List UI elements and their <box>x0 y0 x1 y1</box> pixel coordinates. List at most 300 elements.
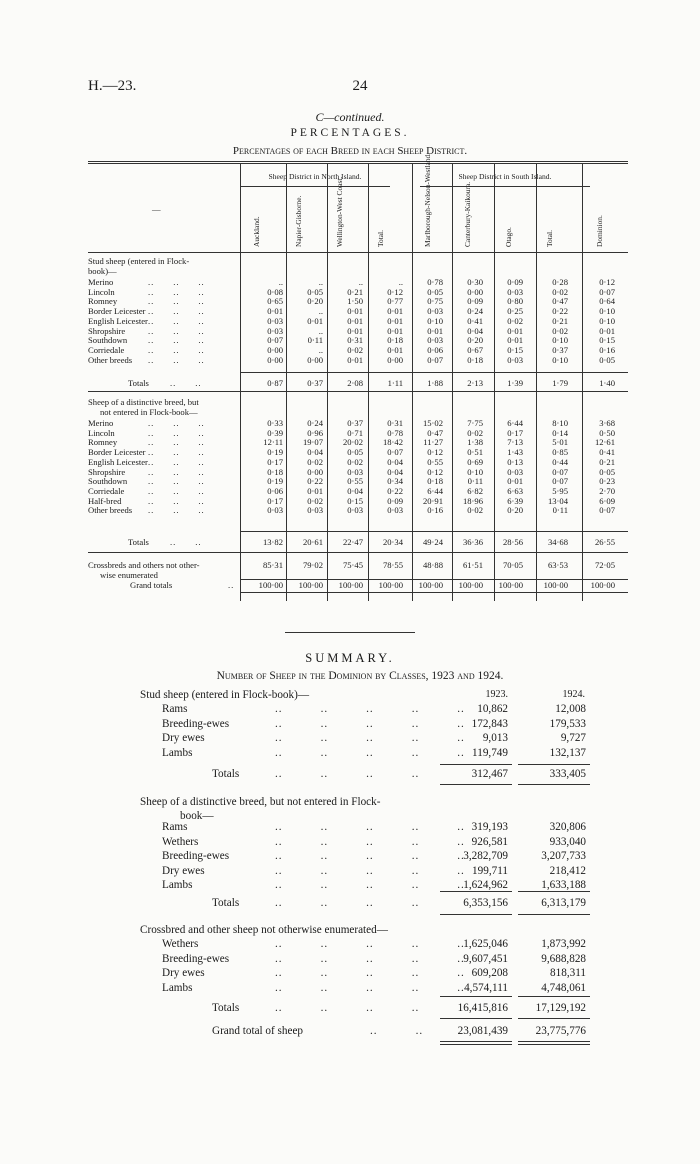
leader-dots: .. .. .. <box>148 437 205 448</box>
table-cell: 0·03 <box>427 335 443 346</box>
table-cell: 0·03 <box>267 325 283 336</box>
row-label: Crossbreds and others not other- <box>88 560 200 570</box>
table-cell: 22·47 <box>342 537 363 547</box>
leader-dots: .. .. .. .. .. <box>275 746 465 759</box>
leader-dots: .. .. .. .. .. <box>275 981 465 994</box>
table-cell: 0·05 <box>599 466 615 477</box>
row-label: Border Leicester <box>88 306 146 317</box>
table-row <box>88 505 628 516</box>
table-cell: 6·63 <box>507 485 523 496</box>
table-cell: 0·04 <box>387 466 403 477</box>
row-label: Half-bred <box>88 495 122 506</box>
table-cell: 0·18 <box>387 335 403 346</box>
leader-dots: .. .. <box>170 378 202 388</box>
leader-dots: .. .. .. .. <box>275 897 420 909</box>
stud-total-under-1924 <box>518 784 590 785</box>
value-1923: 312,467 <box>471 768 508 780</box>
column-header: Napier-Gisborne. <box>294 195 303 247</box>
table-cell: 75·45 <box>342 560 363 570</box>
table-cell: 0·85 <box>552 447 568 458</box>
column-header: Dominion. <box>595 215 604 247</box>
value-1923: 609,208 <box>471 967 508 979</box>
summary-stud-totals <box>140 767 600 781</box>
table-cell: 0·41 <box>599 447 615 458</box>
table-cell: 0·10 <box>599 306 615 317</box>
table-cell: 0·31 <box>387 418 403 428</box>
table-cell: 0·07 <box>387 447 403 458</box>
value-1924: 23,775,776 <box>535 1025 586 1037</box>
table-cell: 0·00 <box>307 354 323 365</box>
cross-sum-rule-1923 <box>440 996 512 997</box>
table-cell: 0·50 <box>599 427 615 438</box>
column-header: Wellington-West Coast. <box>335 176 344 247</box>
table-cell: 13·04 <box>547 495 568 506</box>
table-cell: 70·05 <box>502 560 523 570</box>
dist-total-under-1924 <box>518 914 590 915</box>
value-1923: 1,624,962 <box>463 879 508 891</box>
table-cell: 0·06 <box>427 344 443 355</box>
table-cell: 0·01 <box>267 306 283 317</box>
leader-dots: .. .. .. .. .. <box>275 821 465 833</box>
value-1924: 333,405 <box>549 768 586 780</box>
grand-under-2-1924 <box>518 1044 590 1045</box>
value-1924: 179,533 <box>549 717 586 730</box>
row-label: Other breeds <box>88 354 133 365</box>
summary-row <box>140 981 600 995</box>
leader-dots: .. .. .. <box>148 325 205 336</box>
summary-label: Totals <box>212 1002 240 1014</box>
table-cell: 0·22 <box>307 476 323 487</box>
table-cell: 85·31 <box>262 560 283 570</box>
table-cell: 0·55 <box>347 476 363 487</box>
summary-label: Breeding-ewes <box>162 952 230 965</box>
table-cell: 0·10 <box>552 354 568 365</box>
row-label: Sheep of a distinctive breed, but <box>88 397 199 407</box>
dist-sum-rule-1924 <box>518 891 590 892</box>
table-cell: 7·75 <box>467 418 483 428</box>
value-1923: 119,749 <box>472 746 508 759</box>
value-1924: 9,727 <box>560 732 586 744</box>
table-cell: 0·02 <box>347 344 363 355</box>
table-cell: 100·00 <box>298 580 323 590</box>
table-cell: .. <box>398 277 403 287</box>
south-group-rule <box>420 186 590 187</box>
table-cell: 0·05 <box>599 354 615 365</box>
value-1923: 16,415,816 <box>457 1002 508 1014</box>
stud-totals-rule <box>240 372 628 373</box>
table-cell: 0·41 <box>467 315 483 326</box>
table-cell: .. <box>358 277 363 287</box>
table-cell: 0·20 <box>307 296 323 307</box>
summary-label: Sheep of a distinctive breed, but not entered in Flock- <box>140 796 381 808</box>
table-cell: 0·04 <box>307 447 323 458</box>
table-cell: 0·07 <box>599 286 615 297</box>
table-cell: 0·17 <box>507 427 523 438</box>
leader-dots: .. .. <box>370 1025 424 1037</box>
table-cell: 8·10 <box>552 418 568 428</box>
stud-section-rule-stub <box>88 391 240 392</box>
table-cell: .. <box>318 325 323 336</box>
value-1924: 4,748,061 <box>541 981 586 994</box>
table-cell: 0·11 <box>552 505 568 516</box>
table-cell: 0·03 <box>507 286 523 297</box>
table-cell: 0·00 <box>467 286 483 297</box>
table-cell: 0·12 <box>427 466 443 477</box>
summary-label: Rams <box>162 703 188 715</box>
leader-dots: .. <box>228 580 235 590</box>
table-cell: 0·05 <box>427 286 443 297</box>
table-cell: 0·15 <box>347 495 363 506</box>
table-cell: 0·00 <box>387 354 403 365</box>
leader-dots: .. .. .. <box>148 277 205 287</box>
table-cell: 100·00 <box>338 580 363 590</box>
section-divider <box>285 632 415 633</box>
leader-dots: .. .. .. <box>148 485 205 496</box>
table-cell: 19·07 <box>302 437 323 448</box>
column-header: Total. <box>545 230 554 247</box>
table-cell: 0·08 <box>267 286 283 297</box>
table-cell: 0·16 <box>599 344 615 355</box>
grand-under-1-1924 <box>518 1041 590 1042</box>
table-cell: 0·69 <box>467 456 483 467</box>
leader-dots: .. .. .. <box>148 505 205 516</box>
year-1924-header: 1924. <box>562 689 585 700</box>
table-cell: 2·13 <box>467 378 483 388</box>
value-1923: 172,843 <box>471 717 508 730</box>
summary-subtitle: Number of Sheep in the Dominion by Classes, 1923 and 1924. <box>216 670 504 682</box>
value-1924: 218,412 <box>549 864 586 877</box>
table-cell: 0·78 <box>387 427 403 438</box>
table-cell: 0·80 <box>507 296 523 307</box>
table-cell: 0·01 <box>347 315 363 326</box>
stud-heading-cont <box>88 266 628 277</box>
table-cell: 0·01 <box>599 325 615 336</box>
table-cell: 1·39 <box>507 378 523 388</box>
table-cell: 0·11 <box>467 476 483 487</box>
table-cell: 0·02 <box>552 325 568 336</box>
table-cell: 0·20 <box>507 505 523 516</box>
table-cell: 0·24 <box>307 418 323 428</box>
value-1924: 3,207,733 <box>541 850 586 862</box>
north-island-group: Sheep District in North Island. <box>268 172 362 181</box>
table-cell: 5·01 <box>552 437 568 448</box>
table-cell: 1·38 <box>467 437 483 448</box>
summary-label: Lambs <box>162 981 193 994</box>
table-cell: 15·02 <box>422 418 443 428</box>
table-cell: 79·02 <box>302 560 323 570</box>
summary-row <box>140 835 600 849</box>
summary-row <box>140 952 600 966</box>
table-cell: 20·91 <box>422 495 443 506</box>
column-header: Total. <box>376 230 385 247</box>
table-cell: 1·11 <box>387 378 403 388</box>
row-label: English Leicester <box>88 456 148 467</box>
table-cell: 6·44 <box>427 485 443 496</box>
value-1923: 3,282,709 <box>463 850 508 862</box>
percentages-subtitle: Percentages of each Breed in each Sheep District. <box>232 145 468 157</box>
dist-total-under-1923 <box>440 914 512 915</box>
value-1924: 1,633,188 <box>541 879 586 891</box>
summary-distinctive-totals <box>140 896 600 910</box>
value-1923: 23,081,439 <box>457 1025 508 1037</box>
table-cell: 0·11 <box>307 335 323 346</box>
stud-total-under-1923 <box>440 784 512 785</box>
summary-row <box>140 746 600 760</box>
table-cell: 0·03 <box>267 505 283 516</box>
table-cell: 100·00 <box>418 580 443 590</box>
grand-top-rule <box>240 579 628 580</box>
table-cell: 0·01 <box>347 354 363 365</box>
leader-dots: .. .. .. <box>148 447 205 458</box>
leader-dots: .. .. .. .. .. <box>275 717 465 730</box>
table-top-rule-2 <box>88 163 628 164</box>
table-cell: 0·34 <box>387 476 403 487</box>
summary-row <box>140 820 600 834</box>
column-header: Auckland. <box>252 216 261 247</box>
leader-dots: .. .. .. <box>148 466 205 477</box>
summary-row <box>140 717 600 731</box>
table-cell: 0·03 <box>507 354 523 365</box>
table-cell: 0·01 <box>507 325 523 336</box>
table-cell: 0·09 <box>507 277 523 287</box>
table-cell: 0·20 <box>467 335 483 346</box>
table-cell: 6·09 <box>599 495 615 506</box>
table-cell: 0·18 <box>467 354 483 365</box>
table-row <box>88 355 628 366</box>
table-cell: 0·12 <box>599 277 615 287</box>
table-cell: 0·01 <box>387 344 403 355</box>
table-cell: 0·37 <box>347 418 363 428</box>
table-cell: 0·22 <box>552 306 568 317</box>
leader-dots: .. .. .. <box>148 495 205 506</box>
table-cell: 0·87 <box>267 378 283 388</box>
table-cell: 6·82 <box>467 485 483 496</box>
table-cell: 0·21 <box>599 456 615 467</box>
value-1923: 4,574,111 <box>464 981 508 994</box>
leader-dots: .. .. .. <box>148 315 205 326</box>
table-cell: 0·02 <box>467 427 483 438</box>
summary-label: Grand total of sheep <box>212 1025 304 1037</box>
dist-sum-rule-1923 <box>440 891 512 892</box>
leader-dots: .. .. .. .. .. <box>275 835 465 848</box>
row-label: Grand totals <box>130 580 173 590</box>
table-cell: 0·65 <box>267 296 283 307</box>
table-cell: 0·33 <box>267 418 283 428</box>
column-header: Otago. <box>504 227 513 247</box>
row-label: not entered in Flock-book— <box>100 407 198 417</box>
table-cell: 0·03 <box>507 466 523 477</box>
row-label: Romney <box>88 296 118 307</box>
cross-sum-rule-1924 <box>518 996 590 997</box>
table-cell: 63·53 <box>547 560 568 570</box>
row-label: Lincoln <box>88 427 115 438</box>
summary-label: Crossbred and other sheep not otherwise enumerated— <box>140 924 388 936</box>
page-reference: H.—23. <box>88 78 137 94</box>
row-label: Border Leicester <box>88 447 146 458</box>
summary-label: Lambs <box>162 879 193 891</box>
value-1924: 818,311 <box>550 967 586 979</box>
value-1923: 926,581 <box>471 835 508 848</box>
leader-dots: .. .. .. <box>148 296 205 307</box>
summary-label: Stud sheep (entered in Flock-book)— <box>140 689 310 701</box>
table-cell: 0·01 <box>347 325 363 336</box>
table-cell: 0·67 <box>467 344 483 355</box>
table-cell: 0·02 <box>552 286 568 297</box>
table-cell: 0·18 <box>267 466 283 477</box>
summary-label: Wethers <box>162 835 199 848</box>
table-cell: 61·51 <box>462 560 483 570</box>
table-cell: 0·01 <box>347 306 363 317</box>
leader-dots: .. .. .. <box>148 354 205 365</box>
table-cell: 0·10 <box>552 335 568 346</box>
row-label: Other breeds <box>88 505 133 516</box>
table-cell: 100·00 <box>498 580 523 590</box>
value-1924: 132,137 <box>549 746 586 759</box>
value-1924: 6,313,179 <box>541 897 586 909</box>
leader-dots: .. .. .. .. .. <box>275 850 465 862</box>
row-label: Lincoln <box>88 286 115 297</box>
table-cell: 100·00 <box>378 580 403 590</box>
row-label: Stud sheep (entered in Flock- <box>88 256 190 266</box>
row-label: Totals <box>128 378 149 388</box>
table-cell: 0·00 <box>307 466 323 477</box>
row-label: wise enumerated <box>100 570 158 580</box>
distinctive-heading-cont <box>88 407 628 418</box>
leader-dots: .. .. .. <box>148 456 205 467</box>
summary-label: Rams <box>162 821 188 833</box>
table-cell: 0·47 <box>427 427 443 438</box>
table-cell: 0·04 <box>347 485 363 496</box>
value-1923: 1,625,046 <box>463 938 508 950</box>
year-1923-header: 1923. <box>485 689 508 700</box>
value-1924: 320,806 <box>549 821 586 833</box>
table-cell: .. <box>318 344 323 355</box>
value-1924: 933,040 <box>549 835 586 848</box>
table-cell: 78·55 <box>382 560 403 570</box>
table-cell: 0·09 <box>387 495 403 506</box>
south-island-group: Sheep District in South Island. <box>458 172 552 181</box>
row-label: Shropshire <box>88 466 126 477</box>
leader-dots: .. .. .. .. .. <box>275 864 465 877</box>
summary-distinctive-heading <box>140 795 600 809</box>
leader-dots: .. .. .. <box>148 286 205 297</box>
leader-dots: .. .. .. <box>148 476 205 487</box>
table-cell: 0·77 <box>387 296 403 307</box>
table-cell: 100·00 <box>258 580 283 590</box>
summary-label: Totals <box>212 897 240 909</box>
summary-label: Dry ewes <box>162 864 205 877</box>
table-cell: 0·03 <box>267 315 283 326</box>
table-cell: 26·55 <box>594 537 615 547</box>
table-cell: 0·19 <box>267 476 283 487</box>
distinctive-totals-rule <box>240 531 628 532</box>
distinctive-section-rule <box>240 552 628 553</box>
table-cell: 0·39 <box>267 427 283 438</box>
row-label: book)— <box>88 266 117 276</box>
summary-stud-heading <box>140 688 600 702</box>
table-cell: 0·64 <box>599 296 615 307</box>
row-label: Southdown <box>88 476 128 487</box>
row-label: Corriedale <box>88 485 125 496</box>
table-cell: 0·15 <box>507 344 523 355</box>
table-cell: .. <box>318 277 323 287</box>
leader-dots: .. .. .. .. .. <box>275 938 465 950</box>
summary-grand-total <box>140 1024 600 1038</box>
percentages-title: PERCENTAGES. <box>290 127 410 139</box>
table-cell: 0·07 <box>552 466 568 477</box>
table-cell: 0·75 <box>427 296 443 307</box>
summary-label: Dry ewes <box>162 732 205 744</box>
table-cell: 0·22 <box>387 485 403 496</box>
table-cell: 0·03 <box>347 505 363 516</box>
table-cell: 0·02 <box>347 456 363 467</box>
column-header: Marlborough-Nelson-Westland. <box>423 152 432 247</box>
table-cell: 13·82 <box>262 537 283 547</box>
cross-total-under-1924 <box>518 1018 590 1019</box>
table-cell: 0·51 <box>467 447 483 458</box>
table-cell: .. <box>278 277 283 287</box>
table-cell: 0·07 <box>427 354 443 365</box>
value-1923: 9,013 <box>482 732 508 744</box>
summary-row <box>140 731 600 745</box>
row-label: Southdown <box>88 335 128 346</box>
table-cell: 20·61 <box>302 537 323 547</box>
table-cell: 0·12 <box>427 447 443 458</box>
value-1923: 199,711 <box>472 864 508 877</box>
distinctive-section-rule-stub <box>88 552 240 553</box>
summary-row <box>140 849 600 863</box>
table-cell: 0·30 <box>467 277 483 287</box>
table-cell: 0·09 <box>467 296 483 307</box>
table-cell: 11·27 <box>423 437 443 448</box>
table-cell: 20·02 <box>342 437 363 448</box>
leader-dots: .. .. .. <box>148 418 205 428</box>
table-cell: 12·11 <box>263 437 283 448</box>
table-cell: 0·02 <box>467 505 483 516</box>
table-cell: 0·04 <box>387 456 403 467</box>
leader-dots: .. .. .. .. .. <box>275 967 465 979</box>
table-cell: 0·03 <box>307 505 323 516</box>
table-cell: 0·71 <box>347 427 363 438</box>
grand-under-1-1923 <box>440 1041 512 1042</box>
table-cell: 0·21 <box>552 315 568 326</box>
table-cell: 0·96 <box>307 427 323 438</box>
table-cell: 0·13 <box>507 456 523 467</box>
table-cell: 0·28 <box>552 277 568 287</box>
table-cell: 7·13 <box>507 437 523 448</box>
leader-dots: .. .. .. .. <box>275 768 420 780</box>
table-cell: 0·55 <box>427 456 443 467</box>
table-cell: 0·05 <box>307 286 323 297</box>
summary-row <box>140 702 600 716</box>
table-cell: 0·02 <box>307 456 323 467</box>
table-cell: 0·03 <box>347 466 363 477</box>
table-cell: 0·15 <box>599 335 615 346</box>
table-cell: 0·37 <box>307 378 323 388</box>
table-cell: 0·01 <box>427 325 443 336</box>
leader-dots: .. .. .. .. .. <box>275 703 465 715</box>
table-cell: 28·56 <box>502 537 523 547</box>
table-cell: 0·31 <box>347 335 363 346</box>
grand-totals-row <box>88 580 628 591</box>
leader-dots: .. .. .. .. .. <box>275 952 465 965</box>
table-cell: 6·39 <box>507 495 523 506</box>
leader-dots: .. .. .. .. .. <box>275 879 465 891</box>
table-cell: 0·19 <box>267 447 283 458</box>
summary-row <box>140 966 600 980</box>
leader-dots: .. .. .. <box>148 335 205 346</box>
page-number: 24 <box>352 78 368 94</box>
